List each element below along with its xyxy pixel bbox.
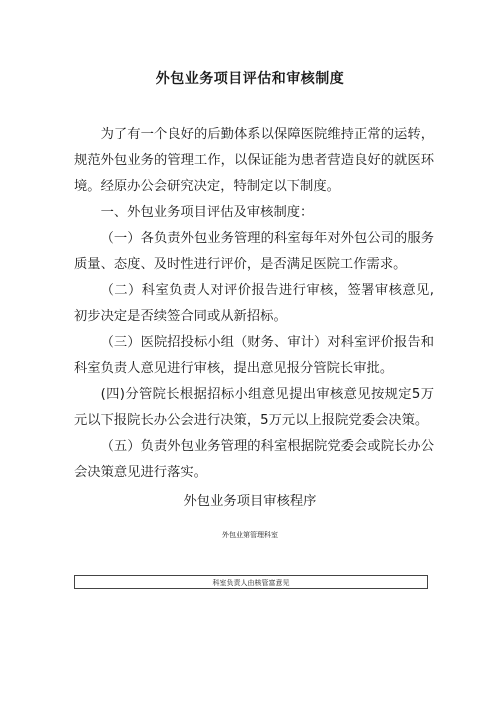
clause-1: （一）各负责外包业务管理的科室每年对外包公司的服务质量、态度、及时性进行评价，是否满足医院工作需求。 [74, 231, 434, 272]
clause-4: (四)分管院长根据招标小组意见提出审核意见按规定5万元以下报院长办公会进行决策，5万元以上报院党委会决策。 [74, 387, 434, 428]
flow-step-1: 外包业第管理科室 [222, 531, 278, 539]
document-title: 外包业务项目评估和审核制度 [155, 71, 345, 87]
procedure-title: 外包业务项目审核程序 [183, 494, 317, 509]
clause-2: （二）科室负责人对评价报告进行审核，签署审核意见,初步决定是否续签合同或从新招标。 [74, 283, 434, 324]
clause-5: （五）负责外包业务管理的科室根据院党委会或院长办公会决策意见进行落实。 [74, 439, 434, 480]
flow-step-2-box: 科室负责人由核管富意见 [74, 575, 428, 589]
section-heading: 一、外包业务项目评估及审核制度： [100, 205, 314, 220]
clause-3: （三）医院招投标小组（财务、审计）对科室评价报告和科室负责人意见进行审核，提出意见报分管院长审批。 [74, 335, 434, 376]
intro-paragraph: 为了有一个良好的后勤体系以保障医院维持正常的运转，规范外包业务的管理工作，以保证能为患者营造良好的就医环境。经原办公会研究决定，特制定以下制度。 [74, 127, 434, 194]
document-body [74, 122, 434, 486]
